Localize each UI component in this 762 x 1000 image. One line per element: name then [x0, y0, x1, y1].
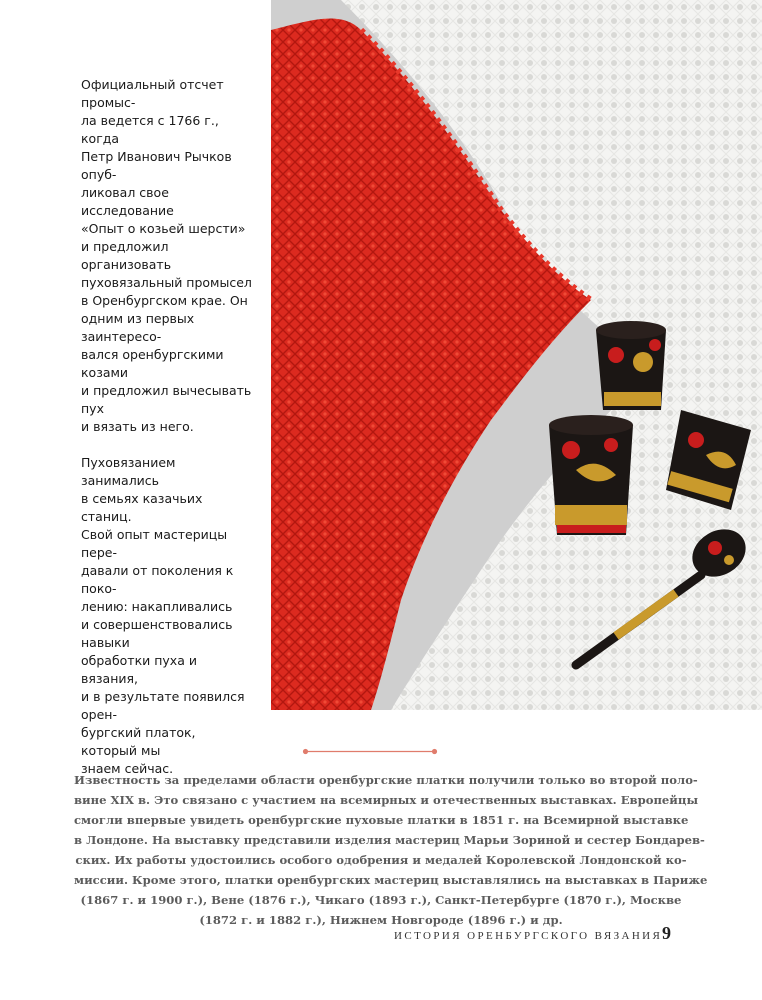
- cup-middle: [549, 415, 633, 535]
- caption-line: Известность за пределами области оренбургские платки получили только во второй поло-: [74, 773, 698, 787]
- page-number: 9: [662, 923, 671, 943]
- caption-line: смогли впервые увидеть оренбургские пуховые платки в 1851 г. на Всемирной выставке: [74, 813, 689, 827]
- intro-paragraph-1: Официальный отсчет промыс- ла ведется с 1766 г., когда Петр Иванович Рычков опуб- ликовал свое исследование «Опыт о козьей шерсти» и предложил организовать пуховязальный промысел в Оренбургском крае. Он одним из первых заинтересо- вался оренбургскими козами и предложил вычесывать пух и вязать из него.: [81, 77, 252, 434]
- caption-line: ских. Их работы удостоились особого одобрения и медалей Королевской Лондонской ко-: [75, 853, 687, 867]
- divider-dot-left: [303, 749, 308, 754]
- caption-line: миссии. Кроме этого, платки оренбургских мастериц выставлялись на выставках в Париже: [74, 873, 708, 887]
- running-head: ИСТОРИЯ ОРЕНБУРГСКОГО ВЯЗАНИЯ: [394, 930, 663, 942]
- caption-line: (1867 г. и 1900 г.), Вене (1876 г.), Чикаго (1893 г.), Санкт-Петербурге (1870 г.), Москве: [80, 893, 682, 907]
- intro-paragraph-2: Пуховязанием занимались в семьях казачьих станиц. Свой опыт мастерицы пере- давали от поколения к поко- лению: накапливались и совершенствовались навыки обработки пуха и вязания, и в результате появился орен- бургский платок, который мы знаем сейчас.: [81, 455, 245, 776]
- intro-text-column: [81, 76, 253, 796]
- cup-top: [596, 321, 666, 410]
- caption-line: (1872 г. и 1882 г.), Нижнем Новгороде (1896 г.) и др.: [199, 913, 563, 927]
- shawl-photo-illustration: [271, 0, 762, 710]
- shawl-photo: [271, 0, 762, 710]
- caption-line: в Лондоне. На выставку представили изделия мастериц Марьи Зориной и сестер Бондарев-: [74, 833, 705, 847]
- divider-dot-right: [432, 749, 437, 754]
- caption-line: вине XIX в. Это связано с участием на всемирных и отечественных выставках. Европейцы: [74, 793, 699, 807]
- exhibitions-caption: [74, 770, 708, 930]
- decorative-divider: [302, 748, 438, 755]
